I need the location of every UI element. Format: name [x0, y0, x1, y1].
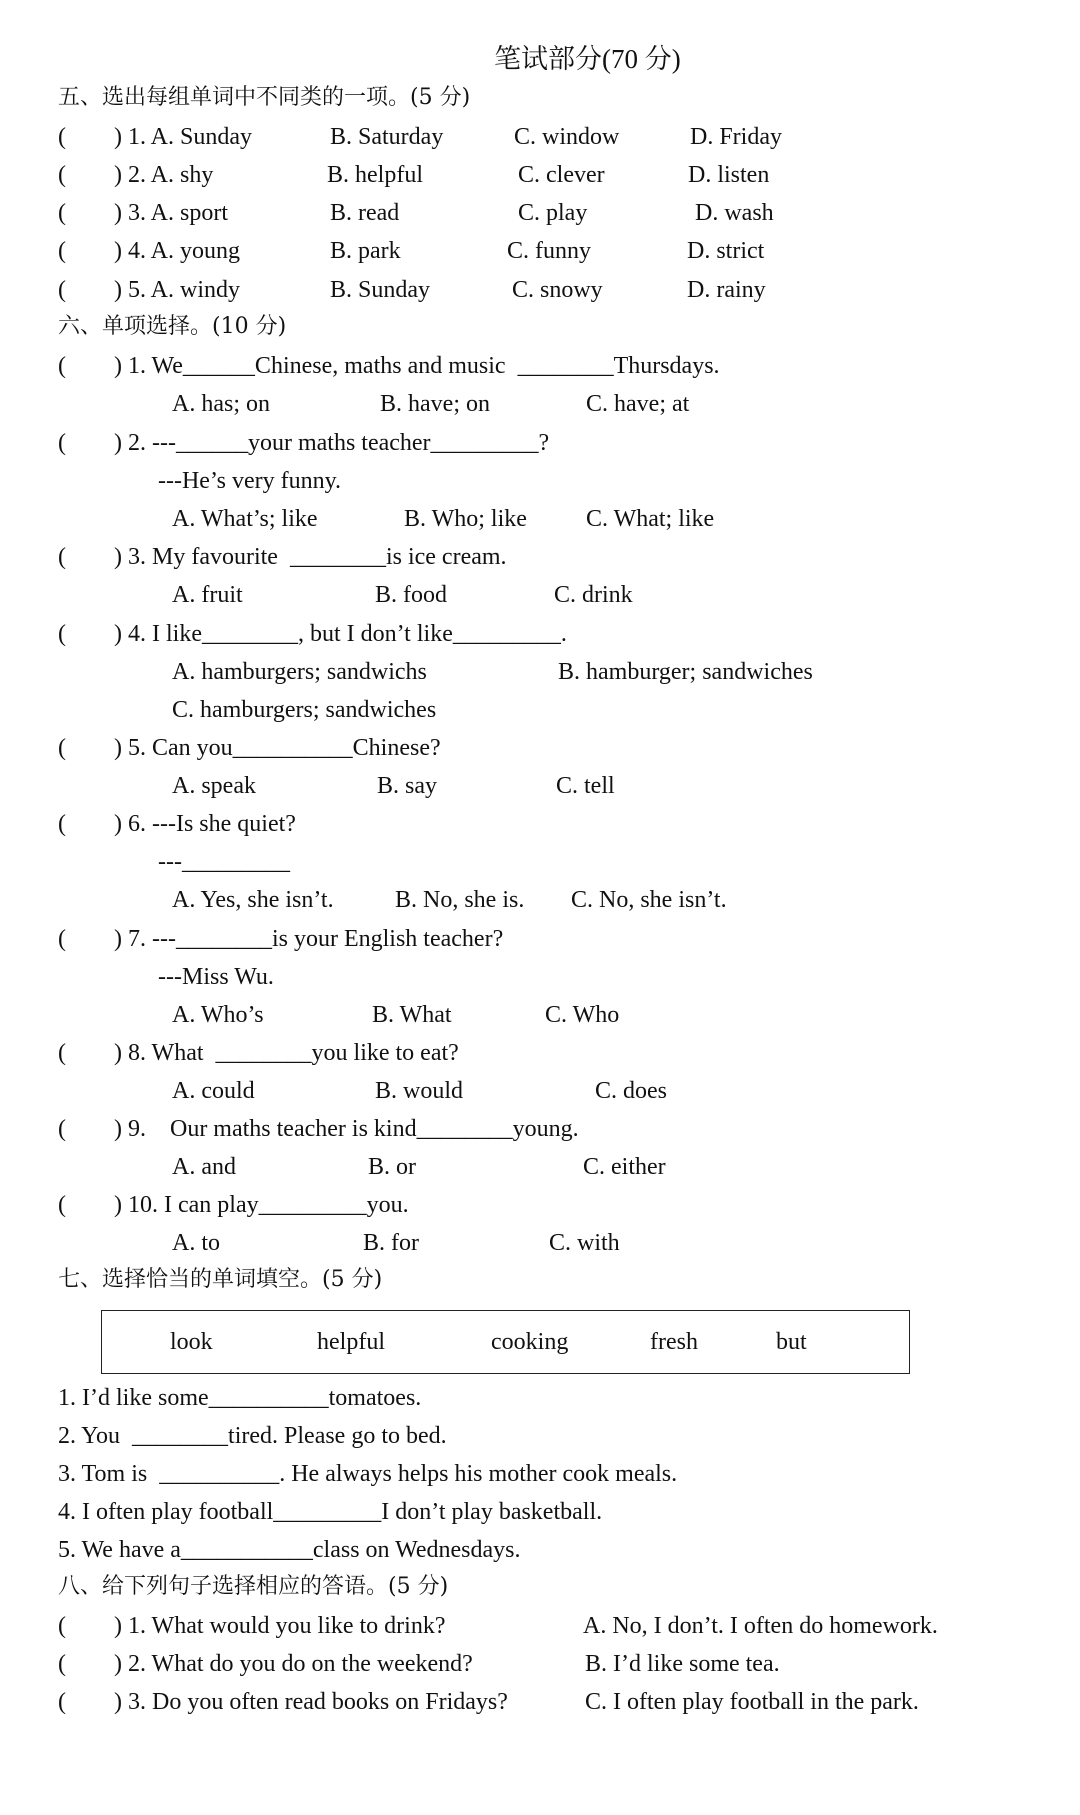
s5-item-2-option-d: D. listen [688, 162, 770, 188]
s5-item-2-stem: ( ) 2. A. shy [58, 162, 214, 188]
page-title: 笔试部分(70 分) [494, 44, 681, 74]
s5-item-5-option-c: C. snowy [512, 277, 603, 303]
s7-sentence: 4. I often play football_________I don’t play basketball. [58, 1499, 603, 1525]
s6-q1-option-c: C. have; at [586, 391, 690, 417]
s6-q6-dialog-reply: ---_________ [158, 849, 290, 875]
s6-q7-option-b: B. What [372, 1002, 452, 1028]
s5-item-4-option-b: B. park [330, 238, 401, 264]
s5-item-3-option-c: C. play [518, 200, 588, 226]
s6-q2-option-b: B. Who; like [404, 506, 527, 532]
s6-q8-option-c: C. does [595, 1078, 667, 1104]
s6-q1-stem: ( ) 1. We______Chinese, maths and music ________Thursdays. [58, 353, 720, 379]
s6-q7-dialog-reply: ---Miss Wu. [158, 964, 274, 990]
s5-item-1-option-b: B. Saturday [330, 124, 444, 150]
word-bank-word: cooking [491, 1329, 569, 1355]
s6-q10-stem: ( ) 10. I can play_________you. [58, 1192, 409, 1218]
word-bank-word: fresh [650, 1329, 698, 1355]
s5-item-1-stem: ( ) 1. A. Sunday [58, 124, 252, 150]
s8-answer-c: C. I often play football in the park. [585, 1689, 919, 1715]
s5-item-5-stem: ( ) 5. A. windy [58, 277, 240, 303]
s6-q1-option-a: A. has; on [172, 391, 270, 417]
s5-item-3-stem: ( ) 3. A. sport [58, 200, 228, 226]
s8-question-2: ( ) 2. What do you do on the weekend? [58, 1651, 473, 1677]
s6-q3-option-b: B. food [375, 582, 447, 608]
s6-q9-option-c: C. either [583, 1154, 666, 1180]
section6-heading: 六、单项选择。(10 分) [58, 314, 287, 339]
section5-heading: 五、选出每组单词中不同类的一项。(5 分) [58, 85, 471, 110]
s6-q6-option-a: A. Yes, she isn’t. [172, 887, 334, 913]
word-bank-word: look [170, 1329, 213, 1355]
s6-q5-option-b: B. say [377, 773, 437, 799]
s6-q1-option-b: B. have; on [380, 391, 490, 417]
s6-q2-option-c: C. What; like [586, 506, 715, 532]
s6-q10-option-a: A. to [172, 1230, 220, 1256]
s7-sentence: 3. Tom is __________. He always helps his mother cook meals. [58, 1461, 678, 1487]
section8-heading: 八、给下列句子选择相应的答语。(5 分) [58, 1574, 449, 1599]
s5-item-2-option-b: B. helpful [327, 162, 423, 188]
s5-item-3-option-d: D. wash [695, 200, 774, 226]
s6-q4-option-c: C. hamburgers; sandwiches [172, 697, 437, 723]
s7-sentence: 2. You ________tired. Please go to bed. [58, 1423, 447, 1449]
s6-q2-stem: ( ) 2. ---______your maths teacher_________? [58, 430, 550, 456]
s6-q3-option-c: C. drink [554, 582, 633, 608]
s5-item-2-option-c: C. clever [518, 162, 605, 188]
s5-item-5-option-d: D. rainy [687, 277, 766, 303]
s6-q7-option-a: A. Who’s [172, 1002, 264, 1028]
s6-q5-option-c: C. tell [556, 773, 615, 799]
s6-q7-stem: ( ) 7. ---________is your English teacher? [58, 926, 504, 952]
s6-q3-option-a: A. fruit [172, 582, 243, 608]
word-bank-word: but [776, 1329, 807, 1355]
section7-heading: 七、选择恰当的单词填空。(5 分) [58, 1267, 383, 1292]
s7-sentence: 1. I’d like some__________tomatoes. [58, 1385, 422, 1411]
s6-q3-stem: ( ) 3. My favourite ________is ice cream. [58, 544, 507, 570]
s6-q6-option-b: B. No, she is. [395, 887, 525, 913]
s5-item-3-option-b: B. read [330, 200, 400, 226]
s6-q2-dialog-reply: ---He’s very funny. [158, 468, 342, 494]
s6-q5-stem: ( ) 5. Can you__________Chinese? [58, 735, 441, 761]
s8-question-3: ( ) 3. Do you often read books on Fridays? [58, 1689, 508, 1715]
s6-q8-option-a: A. could [172, 1078, 255, 1104]
s6-q9-stem: ( ) 9. Our maths teacher is kind________young. [58, 1116, 579, 1142]
s6-q6-option-c: C. No, she isn’t. [571, 887, 727, 913]
s6-q8-stem: ( ) 8. What ________you like to eat? [58, 1040, 459, 1066]
s6-q9-option-b: B. or [368, 1154, 416, 1180]
s6-q2-option-a: A. What’s; like [172, 506, 318, 532]
s5-item-1-option-c: C. window [514, 124, 620, 150]
s7-sentence: 5. We have a___________class on Wednesdays. [58, 1537, 521, 1563]
s6-q10-option-b: B. for [363, 1230, 419, 1256]
s6-q7-option-c: C. Who [545, 1002, 620, 1028]
s6-q4-stem: ( ) 4. I like________, but I don’t like_________. [58, 621, 567, 647]
s5-item-1-option-d: D. Friday [690, 124, 782, 150]
s6-q5-option-a: A. speak [172, 773, 256, 799]
s6-q8-option-b: B. would [375, 1078, 464, 1104]
s6-q4-option-a: A. hamburgers; sandwichs [172, 659, 427, 685]
s8-answer-b: B. I’d like some tea. [585, 1651, 780, 1677]
s6-q10-option-c: C. with [549, 1230, 620, 1256]
s6-q4-option-b: B. hamburger; sandwiches [558, 659, 813, 685]
s6-q9-option-a: A. and [172, 1154, 236, 1180]
s5-item-4-option-c: C. funny [507, 238, 591, 264]
s5-item-4-stem: ( ) 4. A. young [58, 238, 240, 264]
word-bank-word: helpful [317, 1329, 385, 1355]
s8-answer-a: A. No, I don’t. I often do homework. [583, 1613, 938, 1639]
s5-item-5-option-b: B. Sunday [330, 277, 431, 303]
s8-question-1: ( ) 1. What would you like to drink? [58, 1613, 446, 1639]
s6-q6-stem: ( ) 6. ---Is she quiet? [58, 811, 296, 837]
s5-item-4-option-d: D. strict [687, 238, 765, 264]
